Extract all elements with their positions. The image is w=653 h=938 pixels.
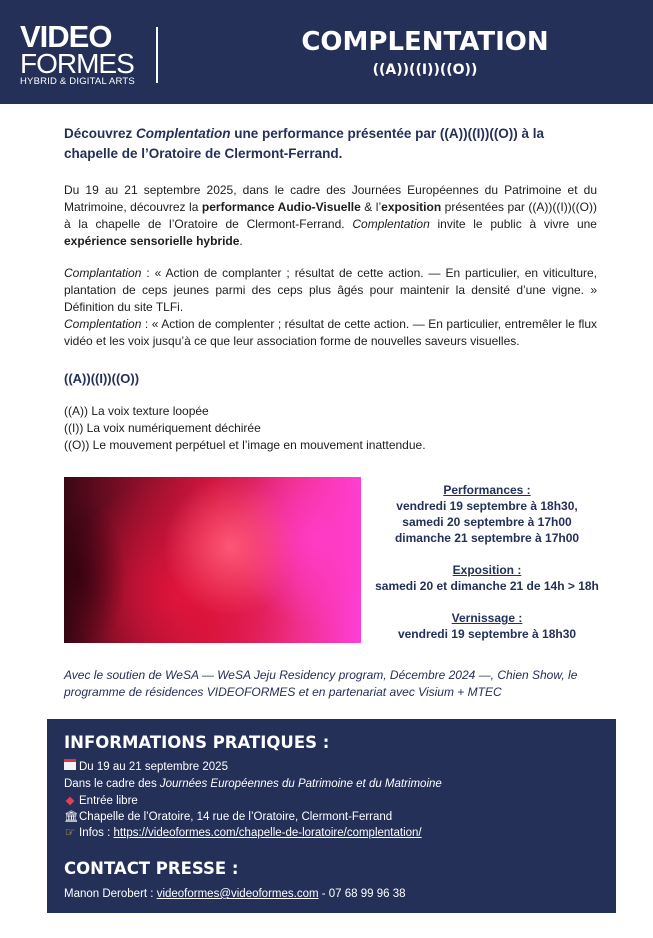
- exposition-label: Exposition :: [452, 563, 522, 577]
- info-date-text: Du 19 au 21 septembre 2025: [79, 761, 228, 773]
- videoformes-logo: [20, 19, 135, 87]
- info-heading: INFORMATIONS PRATIQUES :: [64, 733, 330, 752]
- logo-line-1: VIDEO: [20, 19, 112, 54]
- page-subtitle: ((A))((I))((O)): [372, 62, 478, 78]
- info-address: [64, 809, 392, 825]
- press-contact: [64, 886, 406, 902]
- info-frame: [64, 776, 442, 792]
- text: présentées par ((A))((I))((O)) à la chapelle de l’Oratoire de Clermont-Ferrand.: [64, 200, 598, 231]
- exposition-date: samedi 20 et dimanche 21 de 14h > 18h: [375, 579, 599, 593]
- press-name: Manon Derobert :: [64, 888, 157, 900]
- intro-title: Complentation: [136, 126, 231, 141]
- list-item: ((A)) La voix texture loopée: [64, 404, 209, 418]
- info-address-text: Chapelle de l’Oratoire, 14 rue de l’Oratoire, Clermont-Ferrand: [79, 811, 393, 823]
- info-entry: [64, 793, 138, 809]
- vernissage-label: Vernissage :: [451, 611, 523, 625]
- definition-text: : « Action de complenter ; résultat de cette action. — En particulier, entremêler le flux vidéo et les voix jusqu’à ce que leur association forme de nouvelles saveurs visuelles.: [64, 317, 597, 348]
- definition-complantation: [64, 265, 597, 316]
- vernissage-date: vendredi 19 septembre à 18h30: [397, 627, 577, 641]
- pointing-hand-icon: ☞: [64, 827, 76, 839]
- support-credits: Avec le soutien de WeSA — WeSA Jeju Residency program, Décembre 2024 —, Chien Show, le programme de résidences VIDEOFORMES et en partenariat avec Visium + MTEC: [64, 668, 578, 699]
- performance-date: dimanche 21 septembre à 17h00: [394, 531, 580, 545]
- description-paragraph: [64, 182, 597, 250]
- performance-photo: [64, 477, 361, 643]
- list-item: ((O)) Le mouvement perpétuel et l’image en mouvement inattendue.: [64, 438, 426, 452]
- building-icon: 🏛: [64, 811, 79, 823]
- text: invite le public à vivre une: [429, 217, 597, 231]
- logo-tagline: HYBRID & DIGITAL ARTS: [20, 76, 135, 87]
- logo-line-2: FORMES: [20, 48, 134, 79]
- list-item: ((I)) La voix numériquement déchirée: [64, 421, 261, 435]
- collective-heading: ((A))((I))((O)): [64, 371, 140, 386]
- press-email-link[interactable]: videoformes@videoformes.com: [156, 888, 319, 900]
- info-links: [64, 825, 422, 841]
- definition-text: : « Action de complanter ; résultat de cette action. — En particulier, en viticulture, plantation de ceps jeunes parmi des ceps plus âgés pour maintenir la densité d’une vigne. » Définition du site TLFi.: [64, 266, 597, 314]
- press-heading: CONTACT PRESSE :: [64, 859, 239, 878]
- text: & l’: [360, 200, 382, 214]
- text: .: [239, 234, 243, 248]
- header-divider: [156, 27, 158, 83]
- definition-term: Complantation: [64, 266, 142, 280]
- info-frame-prefix: Dans le cadre des: [64, 778, 160, 790]
- text: Du 19 au 21 septembre 2025, dans le cadre des Journées Européennes du Patrimoine et du Matrimoine, découvrez la: [64, 183, 597, 214]
- definition-complentation: [64, 316, 597, 350]
- bold-text: performance Audio-Visuelle: [201, 200, 361, 214]
- ticket-icon: ◆: [65, 795, 75, 807]
- info-url-link[interactable]: https://videoformes.com/chapelle-de-loratoire/complentation/: [113, 827, 422, 839]
- italic-text: Complentation: [352, 217, 430, 231]
- intro-heading: [64, 124, 597, 164]
- bold-text: expérience sensorielle hybride: [64, 234, 240, 248]
- header-banner: [0, 0, 653, 104]
- info-box: [47, 719, 616, 913]
- bold-text: exposition: [381, 200, 442, 214]
- performances-label: Performances :: [443, 483, 531, 497]
- info-frame-italic: Journées Européennes du Patrimoine et du Matrimoine: [159, 778, 442, 790]
- info-entry-text: Entrée libre: [79, 795, 138, 807]
- schedule-block: [368, 482, 606, 642]
- performance-date: samedi 20 septembre à 17h00: [402, 515, 572, 529]
- performance-date: vendredi 19 septembre à 18h30,: [396, 499, 578, 513]
- definition-term: Complentation: [64, 317, 142, 331]
- press-phone: - 07 68 99 96 38: [318, 888, 406, 900]
- info-links-label: Infos :: [79, 827, 114, 839]
- calendar-icon: [64, 759, 76, 770]
- intro-suffix: une performance présentée par ((A))((I))((O)) à la chapelle de l’Oratoire de Clermont-Ferrand.: [64, 126, 545, 161]
- info-date: [64, 759, 228, 775]
- page-title: COMPLENTATION: [301, 27, 549, 57]
- collective-list: [64, 403, 597, 454]
- intro-prefix: Découvrez: [64, 126, 137, 141]
